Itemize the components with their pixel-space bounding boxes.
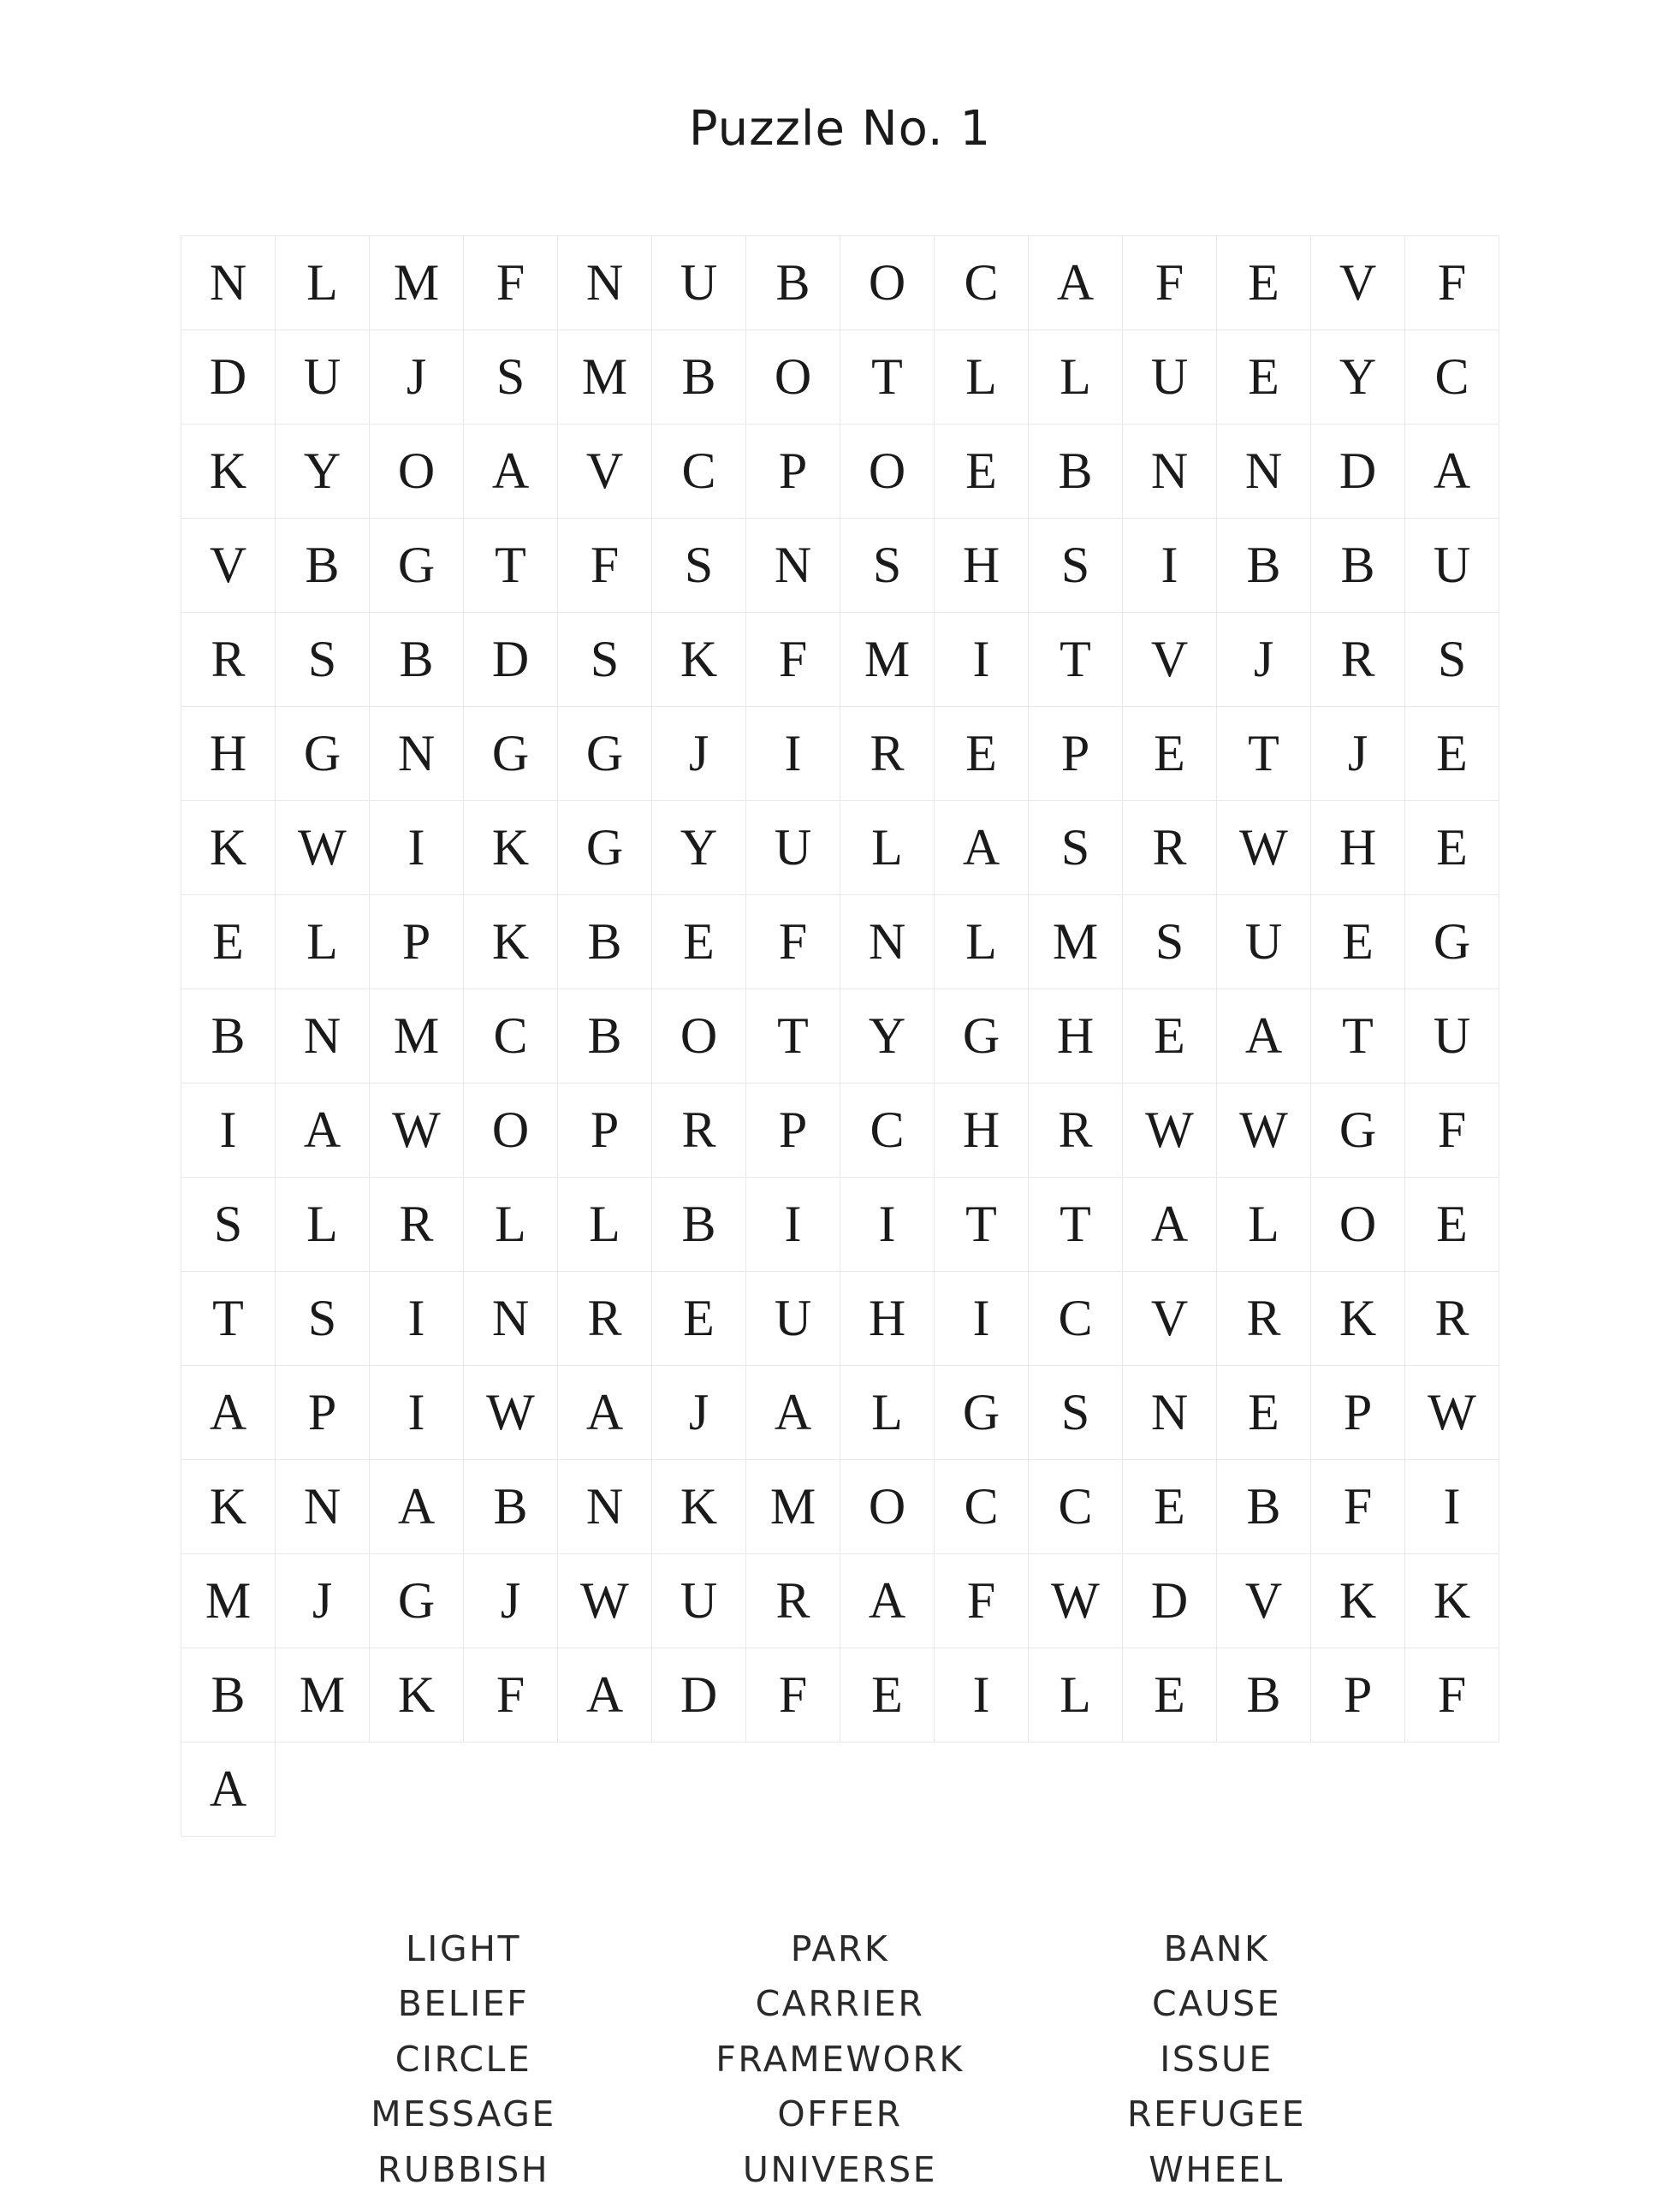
grid-cell[interactable]: I	[840, 1177, 935, 1272]
grid-cell[interactable]: F	[1310, 1459, 1405, 1554]
grid-cell[interactable]: M	[275, 1648, 370, 1743]
word-list-item[interactable]: BELIEF	[397, 1983, 530, 2025]
grid-cell[interactable]: N	[840, 894, 935, 989]
grid-cell[interactable]: V	[1122, 612, 1217, 707]
grid-cell[interactable]: E	[651, 894, 746, 989]
grid-cell[interactable]: S	[181, 1177, 276, 1272]
grid-cell[interactable]: U	[745, 1271, 840, 1366]
grid-cell[interactable]: A	[1028, 235, 1123, 330]
grid-cell[interactable]: T	[181, 1271, 276, 1366]
grid-cell[interactable]: I	[369, 800, 464, 895]
grid-cell[interactable]: F	[1404, 1648, 1499, 1743]
grid-cell[interactable]: F	[557, 518, 652, 613]
grid-cell[interactable]: G	[934, 1365, 1029, 1460]
grid-cell[interactable]: G	[1404, 894, 1499, 989]
grid-cell[interactable]: U	[1404, 989, 1499, 1084]
grid-cell[interactable]: R	[369, 1177, 464, 1272]
grid-cell[interactable]: I	[745, 706, 840, 801]
grid-cell[interactable]: O	[840, 1459, 935, 1554]
grid-cell[interactable]: A	[840, 1553, 935, 1648]
grid-cell[interactable]: U	[651, 1553, 746, 1648]
grid-cell[interactable]: E	[1310, 894, 1405, 989]
grid-cell[interactable]: G	[369, 518, 464, 613]
grid-cell[interactable]: B	[1216, 1459, 1311, 1554]
grid-cell[interactable]: C	[934, 1459, 1029, 1554]
grid-cell[interactable]: I	[1404, 1459, 1499, 1554]
grid-cell[interactable]: R	[1122, 800, 1217, 895]
grid-cell[interactable]: G	[557, 706, 652, 801]
grid-cell[interactable]: C	[840, 1083, 935, 1178]
grid-cell[interactable]: E	[1404, 706, 1499, 801]
grid-cell[interactable]: I	[369, 1271, 464, 1366]
grid-cell[interactable]: J	[651, 1365, 746, 1460]
word-list-item[interactable]: UNIVERSE	[742, 2148, 938, 2190]
grid-cell[interactable]: L	[557, 1177, 652, 1272]
grid-cell[interactable]: N	[745, 518, 840, 613]
grid-cell[interactable]: N	[463, 1271, 558, 1366]
grid-cell[interactable]: P	[369, 894, 464, 989]
grid-cell[interactable]: W	[557, 1553, 652, 1648]
grid-cell[interactable]: R	[1404, 1271, 1499, 1366]
word-list-item[interactable]: WHEEL	[1149, 2148, 1285, 2190]
grid-cell[interactable]: P	[1310, 1365, 1405, 1460]
grid-cell[interactable]: T	[1028, 612, 1123, 707]
grid-cell[interactable]: E	[1122, 706, 1217, 801]
grid-cell[interactable]: P	[1028, 706, 1123, 801]
grid-cell[interactable]: K	[463, 800, 558, 895]
word-list-item[interactable]: CAUSE	[1151, 1983, 1282, 2025]
grid-cell[interactable]: V	[1122, 1271, 1217, 1366]
grid-cell[interactable]: H	[934, 518, 1029, 613]
grid-cell[interactable]: L	[934, 894, 1029, 989]
grid-cell[interactable]: I	[1122, 518, 1217, 613]
grid-cell[interactable]: E	[1122, 989, 1217, 1084]
grid-cell[interactable]: E	[934, 424, 1029, 519]
word-list-item[interactable]: CIRCLE	[395, 2038, 532, 2080]
grid-cell[interactable]: E	[651, 1271, 746, 1366]
grid-cell[interactable]: O	[840, 235, 935, 330]
grid-cell[interactable]: E	[1216, 330, 1311, 425]
grid-cell[interactable]: S	[1404, 612, 1499, 707]
grid-cell[interactable]: W	[1404, 1365, 1499, 1460]
word-list-column	[1076, 1928, 1358, 2190]
grid-cell[interactable]: G	[1310, 1083, 1405, 1178]
grid-cell[interactable]: P	[745, 424, 840, 519]
grid-cell[interactable]: M	[369, 989, 464, 1084]
grid-cell[interactable]: B	[1216, 518, 1311, 613]
grid-cell[interactable]: K	[651, 1459, 746, 1554]
grid-cell[interactable]: V	[181, 518, 276, 613]
grid-cell[interactable]: Y	[651, 800, 746, 895]
grid-cell[interactable]: R	[1310, 612, 1405, 707]
grid-cell[interactable]: G	[275, 706, 370, 801]
grid-cell[interactable]: E	[1404, 800, 1499, 895]
grid-cell[interactable]: Y	[275, 424, 370, 519]
grid-cell[interactable]: L	[934, 330, 1029, 425]
grid-cell[interactable]: T	[934, 1177, 1029, 1272]
grid-cell[interactable]: Y	[1310, 330, 1405, 425]
grid-cell[interactable]: M	[369, 235, 464, 330]
grid-cell[interactable]: U	[1122, 330, 1217, 425]
grid-cell[interactable]: T	[1216, 706, 1311, 801]
grid-cell[interactable]: B	[1310, 518, 1405, 613]
grid-cell[interactable]: H	[181, 706, 276, 801]
word-search-grid	[181, 235, 1499, 1836]
grid-cell[interactable]: J	[1216, 612, 1311, 707]
grid-cell[interactable]: D	[181, 330, 276, 425]
grid-cell[interactable]: L	[275, 1177, 370, 1272]
grid-cell[interactable]: H	[840, 1271, 935, 1366]
grid-cell[interactable]: H	[934, 1083, 1029, 1178]
grid-cell[interactable]: S	[463, 330, 558, 425]
grid-cell[interactable]: N	[557, 235, 652, 330]
grid-cell[interactable]: G	[463, 706, 558, 801]
grid-cell[interactable]: F	[1404, 235, 1499, 330]
grid-cell[interactable]: I	[934, 1271, 1029, 1366]
grid-cell[interactable]: K	[181, 424, 276, 519]
grid-cell[interactable]: A	[1122, 1177, 1217, 1272]
grid-cell[interactable]: D	[1310, 424, 1405, 519]
grid-cell[interactable]: E	[934, 706, 1029, 801]
grid-cell[interactable]: I	[745, 1177, 840, 1272]
grid-cell[interactable]: C	[934, 235, 1029, 330]
grid-cell[interactable]: C	[1404, 330, 1499, 425]
grid-cell[interactable]: E	[1216, 1365, 1311, 1460]
grid-cell[interactable]: C	[1028, 1271, 1123, 1366]
grid-cell[interactable]: J	[369, 330, 464, 425]
grid-cell[interactable]: U	[651, 235, 746, 330]
grid-cell[interactable]: R	[651, 1083, 746, 1178]
grid-cell[interactable]: N	[275, 989, 370, 1084]
grid-cell[interactable]: S	[275, 1271, 370, 1366]
grid-cell[interactable]: L	[840, 1365, 935, 1460]
grid-cell[interactable]: F	[463, 1648, 558, 1743]
grid-cell[interactable]: L	[840, 800, 935, 895]
grid-cell[interactable]: R	[557, 1271, 652, 1366]
grid-cell[interactable]: I	[934, 612, 1029, 707]
grid-cell[interactable]: S	[1028, 1365, 1123, 1460]
grid-cell[interactable]: L	[463, 1177, 558, 1272]
grid-cell[interactable]: D	[463, 612, 558, 707]
grid-cell[interactable]: Y	[840, 989, 935, 1084]
grid-cell[interactable]: I	[934, 1648, 1029, 1743]
grid-cell[interactable]: O	[651, 989, 746, 1084]
word-list-item[interactable]: FRAMEWORK	[715, 2038, 965, 2080]
grid-cell[interactable]: B	[181, 1648, 276, 1743]
grid-cell[interactable]: B	[275, 518, 370, 613]
grid-cell[interactable]: U	[275, 330, 370, 425]
grid-cell[interactable]: W	[275, 800, 370, 895]
grid-cell[interactable]: A	[275, 1083, 370, 1178]
grid-cell[interactable]: N	[181, 235, 276, 330]
grid-cell[interactable]: C	[463, 989, 558, 1084]
grid-cell[interactable]: K	[651, 612, 746, 707]
grid-cell[interactable]: S	[840, 518, 935, 613]
grid-cell[interactable]: B	[745, 235, 840, 330]
grid-cell[interactable]: K	[1310, 1553, 1405, 1648]
grid-cell[interactable]: W	[1216, 800, 1311, 895]
grid-cell[interactable]: B	[651, 1177, 746, 1272]
grid-cell[interactable]: B	[1216, 1648, 1311, 1743]
grid-cell[interactable]: A	[369, 1459, 464, 1554]
grid-cell[interactable]: E	[840, 1648, 935, 1743]
grid-cell[interactable]: W	[1122, 1083, 1217, 1178]
grid-cell[interactable]: J	[463, 1553, 558, 1648]
grid-cell[interactable]: D	[651, 1648, 746, 1743]
grid-cell[interactable]: J	[651, 706, 746, 801]
grid-cell[interactable]: B	[181, 989, 276, 1084]
grid-cell[interactable]: K	[1404, 1553, 1499, 1648]
grid-cell[interactable]: N	[369, 706, 464, 801]
grid-cell[interactable]: N	[1122, 1365, 1217, 1460]
grid-cell[interactable]: B	[557, 989, 652, 1084]
grid-cell[interactable]: V	[557, 424, 652, 519]
grid-cell[interactable]: D	[1122, 1553, 1217, 1648]
grid-cell[interactable]: E	[1122, 1648, 1217, 1743]
grid-cell[interactable]: O	[369, 424, 464, 519]
grid-cell[interactable]: A	[1404, 424, 1499, 519]
grid-cell[interactable]: N	[1216, 424, 1311, 519]
grid-cell[interactable]: S	[557, 612, 652, 707]
word-list-item[interactable]: CARRIER	[755, 1983, 925, 2025]
grid-cell[interactable]: P	[745, 1083, 840, 1178]
grid-cell[interactable]: F	[1404, 1083, 1499, 1178]
word-list-item[interactable]: MESSAGE	[371, 2093, 556, 2135]
grid-cell[interactable]: K	[1310, 1271, 1405, 1366]
grid-cell[interactable]: M	[1028, 894, 1123, 989]
word-list-item[interactable]: RUBBISH	[377, 2148, 550, 2190]
grid-cell[interactable]: L	[1216, 1177, 1311, 1272]
word-list-item[interactable]: LIGHT	[405, 1928, 522, 1969]
grid-cell[interactable]: M	[745, 1459, 840, 1554]
grid-cell[interactable]: A	[745, 1365, 840, 1460]
grid-cell[interactable]: R	[1028, 1083, 1123, 1178]
grid-cell[interactable]: B	[1028, 424, 1123, 519]
grid-cell[interactable]: K	[181, 1459, 276, 1554]
grid-cell[interactable]: K	[181, 800, 276, 895]
grid-cell[interactable]: W	[463, 1365, 558, 1460]
grid-cell[interactable]: F	[463, 235, 558, 330]
grid-cell[interactable]: E	[1216, 235, 1311, 330]
grid-cell[interactable]: U	[1216, 894, 1311, 989]
grid-cell[interactable]: R	[840, 706, 935, 801]
grid-cell[interactable]: R	[1216, 1271, 1311, 1366]
grid-cell[interactable]: E	[1122, 1459, 1217, 1554]
word-list-item[interactable]: OFFER	[777, 2093, 903, 2135]
grid-cell[interactable]: K	[463, 894, 558, 989]
grid-cell[interactable]: S	[1028, 800, 1123, 895]
grid-cell[interactable]: L	[1028, 330, 1123, 425]
grid-cell[interactable]: F	[934, 1553, 1029, 1648]
grid-cell[interactable]: T	[840, 330, 935, 425]
grid-cell[interactable]: N	[1122, 424, 1217, 519]
grid-cell[interactable]: S	[651, 518, 746, 613]
grid-cell[interactable]: P	[1310, 1648, 1405, 1743]
word-list-item[interactable]: REFUGEE	[1126, 2093, 1307, 2135]
page-title: Puzzle No. 1	[688, 101, 992, 157]
grid-cell[interactable]: W	[1216, 1083, 1311, 1178]
grid-cell[interactable]: N	[275, 1459, 370, 1554]
word-list	[241, 1928, 1440, 2190]
grid-cell[interactable]: T	[1028, 1177, 1123, 1272]
grid-cell[interactable]: F	[1122, 235, 1217, 330]
grid-cell[interactable]: U	[745, 800, 840, 895]
grid-cell[interactable]: O	[463, 1083, 558, 1178]
grid-cell[interactable]: S	[1028, 518, 1123, 613]
word-list-item[interactable]: PARK	[790, 1928, 890, 1969]
grid-cell[interactable]: W	[369, 1083, 464, 1178]
grid-cell[interactable]: P	[275, 1365, 370, 1460]
grid-cell[interactable]: O	[840, 424, 935, 519]
grid-cell[interactable]: V	[1216, 1553, 1311, 1648]
grid-cell[interactable]: B	[651, 330, 746, 425]
grid-cell[interactable]: R	[181, 612, 276, 707]
grid-cell[interactable]: L	[275, 235, 370, 330]
grid-cell[interactable]: M	[840, 612, 935, 707]
grid-cell[interactable]: F	[745, 612, 840, 707]
grid-cell[interactable]: F	[745, 894, 840, 989]
grid-cell[interactable]: P	[557, 1083, 652, 1178]
grid-cell[interactable]: O	[745, 330, 840, 425]
grid-cell[interactable]: T	[463, 518, 558, 613]
grid-cell[interactable]: O	[1310, 1177, 1405, 1272]
grid-cell[interactable]: U	[1404, 518, 1499, 613]
grid-cell[interactable]: N	[557, 1459, 652, 1554]
grid-cell[interactable]: A	[181, 1742, 276, 1837]
grid-cell[interactable]: H	[1028, 989, 1123, 1084]
word-list-column	[699, 1928, 982, 2190]
grid-cell[interactable]: G	[934, 989, 1029, 1084]
grid-cell[interactable]: I	[369, 1365, 464, 1460]
grid-cell[interactable]: E	[1404, 1177, 1499, 1272]
grid-cell[interactable]: A	[934, 800, 1029, 895]
grid-cell[interactable]: E	[181, 894, 276, 989]
grid-cell[interactable]: A	[181, 1365, 276, 1460]
grid-cell[interactable]: G	[369, 1553, 464, 1648]
grid-cell[interactable]: M	[557, 330, 652, 425]
grid-cell[interactable]: B	[369, 612, 464, 707]
grid-cell[interactable]: T	[745, 989, 840, 1084]
grid-cell[interactable]: C	[651, 424, 746, 519]
word-list-item[interactable]: ISSUE	[1160, 2038, 1273, 2080]
grid-cell[interactable]: R	[745, 1553, 840, 1648]
grid-cell[interactable]: I	[181, 1083, 276, 1178]
grid-cell[interactable]: G	[557, 800, 652, 895]
grid-cell[interactable]: V	[1310, 235, 1405, 330]
grid-cell[interactable]: F	[745, 1648, 840, 1743]
word-list-item[interactable]: BANK	[1163, 1928, 1270, 1969]
grid-cell[interactable]: J	[1310, 706, 1405, 801]
grid-cell[interactable]: C	[1028, 1459, 1123, 1554]
grid-cell[interactable]: T	[1310, 989, 1405, 1084]
grid-cell[interactable]: A	[557, 1648, 652, 1743]
grid-cell[interactable]: K	[369, 1648, 464, 1743]
grid-cell[interactable]: B	[557, 894, 652, 989]
grid-cell[interactable]: H	[1310, 800, 1405, 895]
grid-cell[interactable]: A	[1216, 989, 1311, 1084]
grid-cell[interactable]: M	[181, 1553, 276, 1648]
grid-cell[interactable]: L	[275, 894, 370, 989]
grid-cell[interactable]: W	[1028, 1553, 1123, 1648]
grid-cell[interactable]: B	[463, 1459, 558, 1554]
grid-cell[interactable]: J	[275, 1553, 370, 1648]
grid-cell[interactable]: S	[275, 612, 370, 707]
word-list-column	[323, 1928, 605, 2190]
grid-cell[interactable]: A	[557, 1365, 652, 1460]
grid-cell[interactable]: L	[1028, 1648, 1123, 1743]
grid-cell[interactable]: A	[463, 424, 558, 519]
grid-cell[interactable]: S	[1122, 894, 1217, 989]
